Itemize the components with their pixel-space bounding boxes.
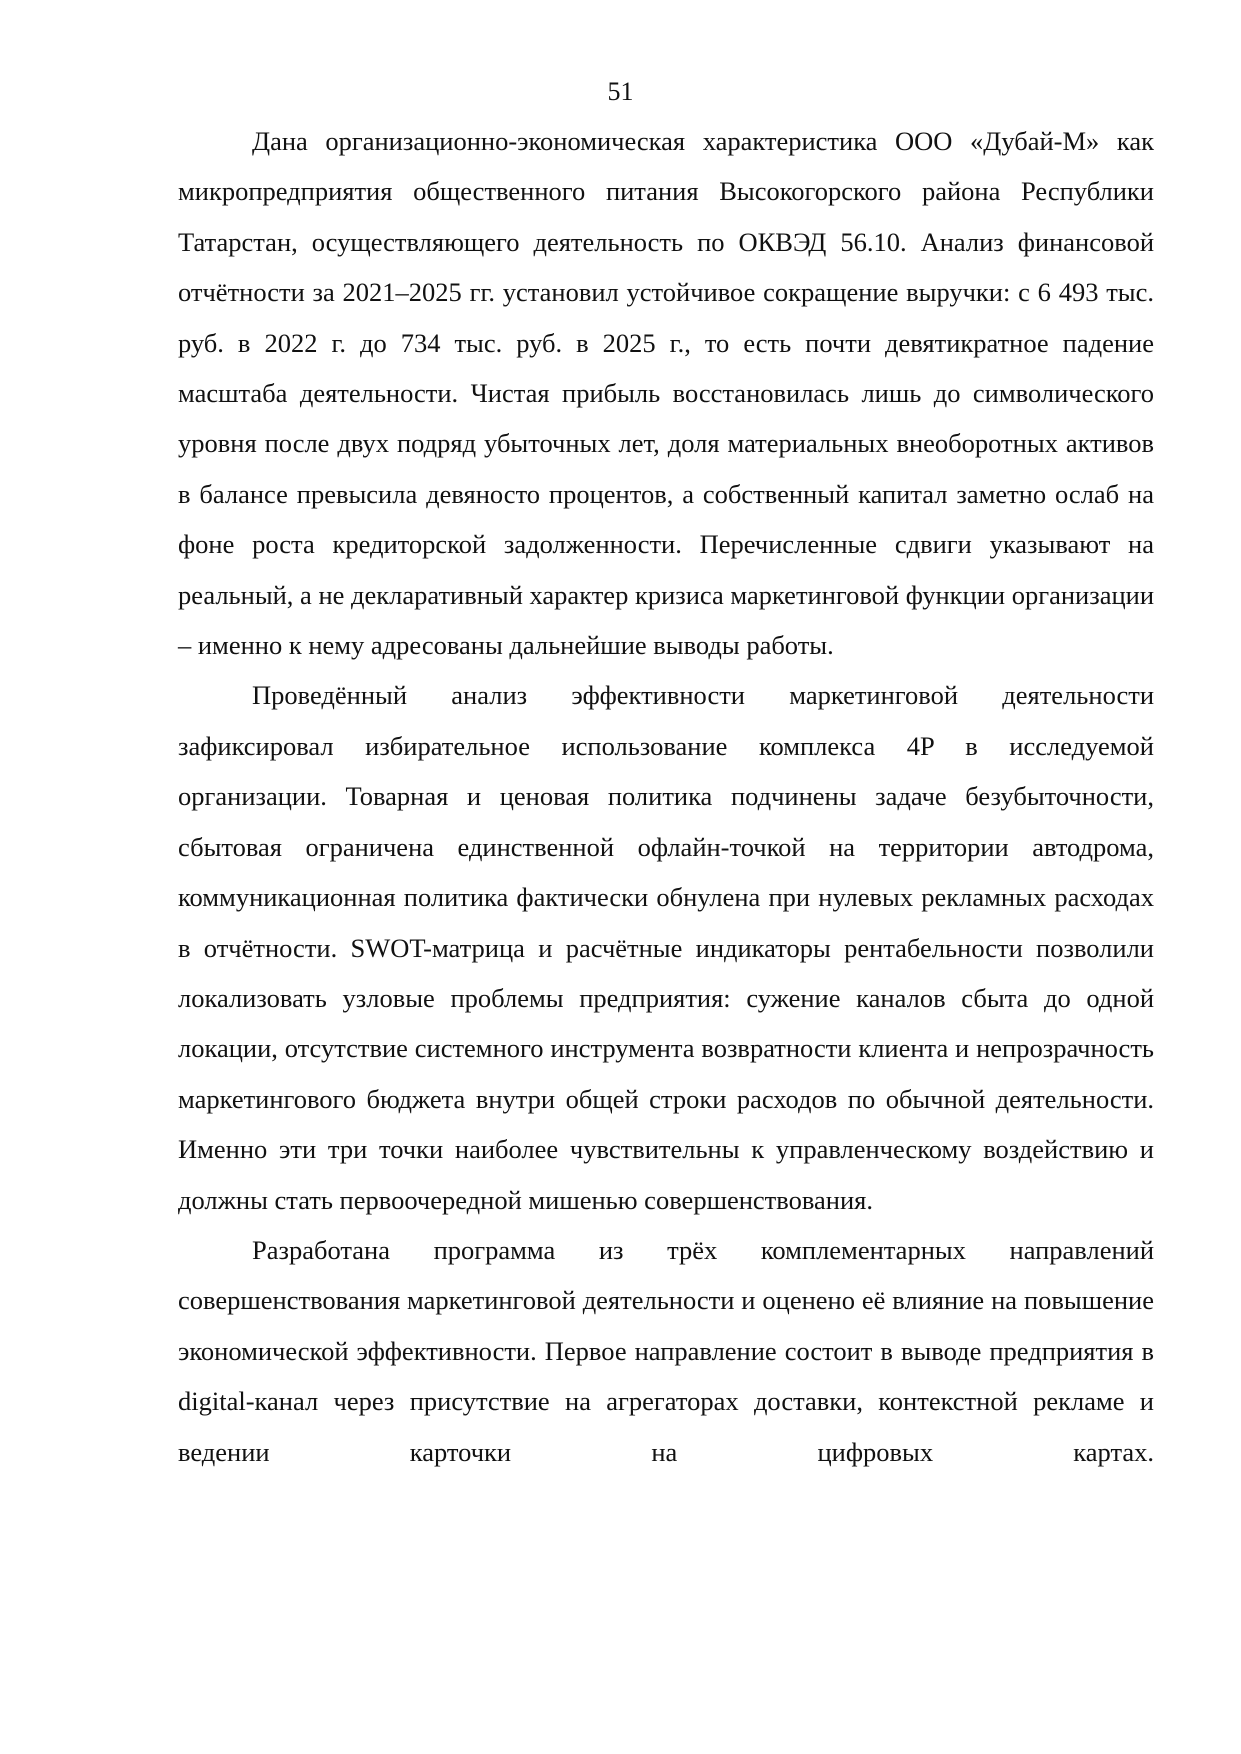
page-number: 51 (607, 77, 634, 106)
body-text (178, 116, 1154, 1477)
paragraph-marketing-analysis: Проведённый анализ эффективности маркетинговой деятельности зафиксировал избирательное использование комплекса 4P в исследуемой организации. Товарная и ценовая политика подчинены задаче безубыточности, сбытовая ограничена единственной офлайн-точкой на территории автодрома, коммуникационная политика фактически обнулена при нулевых рекламных расходах в отчётности. SWOT-матрица и расчётные индикаторы рентабельности позволили локализовать узловые проблемы предприятия: сужение каналов сбыта до одной локации, отсутствие системного инструмента возвратности клиента и непрозрачность маркетингового бюджета внутри общей строки расходов по обычной деятельности. Именно эти три точки наиболее чувствительны к управленческому воздействию и должны стать первоочередной мишенью совершенствования. (178, 680, 1154, 1215)
paragraph-company-characteristics: Дана организационно-экономическая характеристика ООО «Дубай-М» как микропредприятия общественного питания Высокогорского района Республики Татарстан, осуществляющего деятельность по ОКВЭД 56.10. Анализ финансовой отчётности за 2021–2025 гг. установил устойчивое сокращение выручки: с 6 493 тыс. руб. в 2022 г. до 734 тыс. руб. в 2025 г., то есть почти девятикратное падение масштаба деятельности. Чистая прибыль восстановилась лишь до символического уровня после двух подряд убыточных лет, доля материальных внеоборотных активов в балансе превысила девяносто процентов, а собственный капитал заметно ослаб на фоне роста кредиторской задолженности. Перечисленные сдвиги указывают на реальный, а не декларативный характер кризиса маркетинговой функции организации – именно к нему адресованы дальнейшие выводы работы. (178, 126, 1154, 661)
paragraph-improvement-program: Разработана программа из трёх комплементарных направлений совершенствования маркетинговой деятельности и оценено её влияние на повышение экономической эффективности. Первое направление состоит в выводе предприятия в digital-канал через присутствие на агрегаторах доставки, контекстной рекламе и ведении карточки на цифровых картах. (178, 1234, 1154, 1467)
